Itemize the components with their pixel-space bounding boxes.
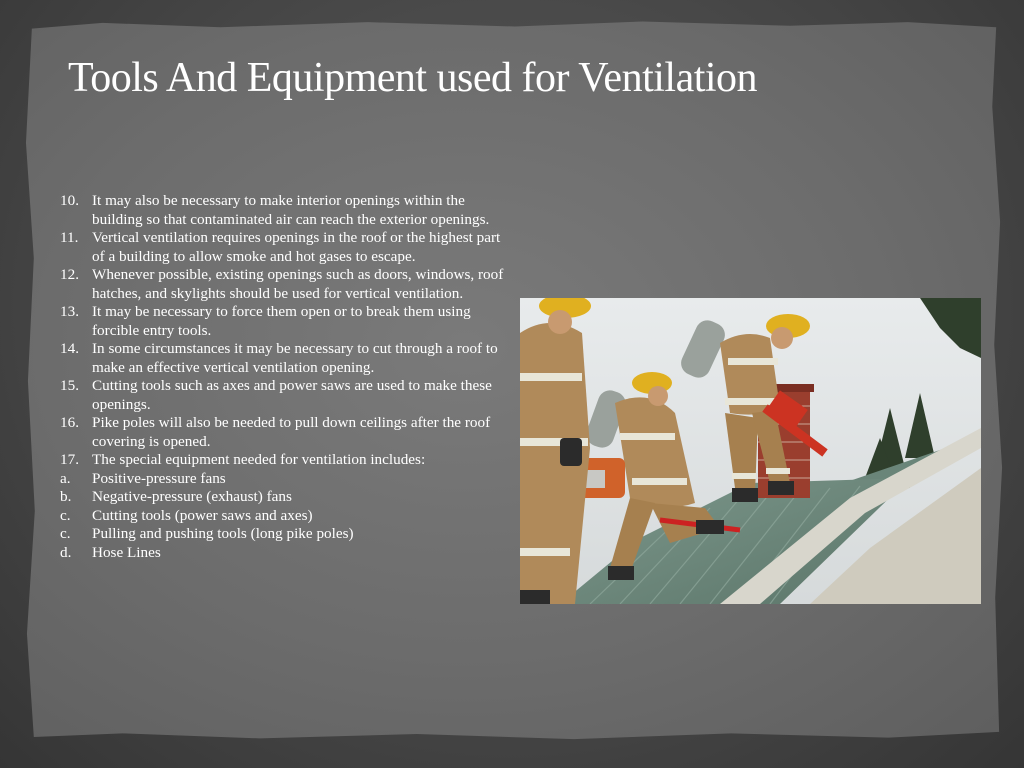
list-item-text: Negative-pressure (exhaust) fans [92, 488, 292, 505]
list-item [60, 507, 506, 526]
list-marker: c. [60, 525, 71, 542]
list-item [60, 488, 506, 507]
list-item-text: In some circumstances it may be necessary to cut through a roof to make an effective vertical ventilation opening. [92, 340, 498, 376]
list-marker: a. [60, 469, 71, 487]
list-item [60, 525, 506, 544]
list-marker: 17. [60, 451, 79, 468]
list-item [60, 414, 506, 451]
list-item [60, 192, 506, 229]
list-marker: 13. [60, 303, 79, 320]
list-item-text: Pike poles will also be needed to pull down ceilings after the roof covering is opened. [92, 414, 491, 450]
list-marker: d. [60, 543, 72, 561]
list-marker: 10. [60, 192, 79, 209]
list-item-text: Positive-pressure fans [92, 469, 226, 487]
list-item [60, 266, 506, 303]
list-marker: 15. [60, 377, 79, 394]
list-item-text: Whenever possible, existing openings such as doors, windows, roof hatches, and skylights should be used for vertical ventilation. [92, 266, 504, 302]
list-marker: 11. [60, 229, 79, 246]
list-item-text: Pulling and pushing tools (long pike poles) [92, 525, 354, 542]
list-item [60, 544, 506, 563]
list-item-text: It may also be necessary to make interior openings within the building so that contaminated air can reach the exterior openings. [92, 192, 490, 228]
ventilation-list [60, 192, 506, 562]
list-item [60, 470, 506, 489]
firefighters-photo [520, 298, 981, 604]
list-marker: 14. [60, 340, 79, 357]
list-item-text: Vertical ventilation requires openings in the roof or the highest part of a building to allow smoke and hot gases to escape. [92, 229, 501, 265]
slide-title: Tools And Equipment used for Ventilation [68, 55, 758, 101]
list-item [60, 229, 506, 266]
list-item-text: Cutting tools such as axes and power saws are used to make these openings. [92, 377, 492, 413]
list-item [60, 451, 506, 470]
list-item-text: Hose Lines [92, 543, 161, 561]
list-item-text: Cutting tools (power saws and axes) [92, 506, 313, 524]
list-marker: 12. [60, 266, 79, 283]
firefighters-on-roof-illustration [520, 298, 981, 604]
list-item [60, 377, 506, 414]
list-item [60, 303, 506, 340]
list-marker: 16. [60, 414, 79, 431]
list-item-text: It may be necessary to force them open or to break them using forcible entry tools. [92, 303, 471, 339]
list-marker: b. [60, 488, 72, 505]
list-marker: c. [60, 506, 71, 524]
list-item-text: The special equipment needed for ventilation includes: [92, 451, 426, 468]
list-item [60, 340, 506, 377]
